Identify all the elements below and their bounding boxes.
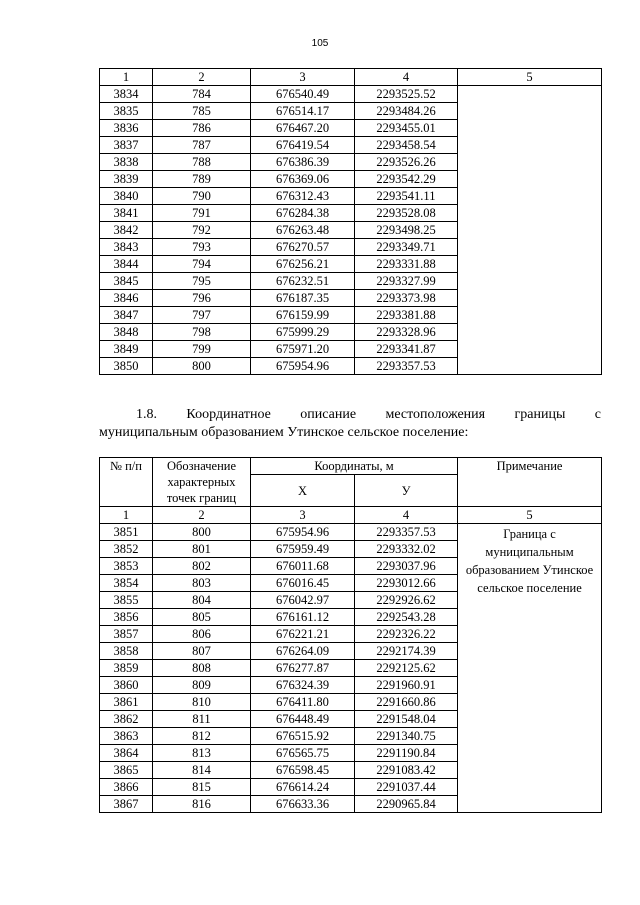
table-row (100, 524, 602, 541)
point-designation: 803 (153, 575, 251, 592)
row-number: 3861 (100, 694, 153, 711)
column-number: 5 (458, 507, 602, 524)
row-number: 3843 (100, 239, 153, 256)
coordinate-x: 676514.17 (251, 103, 355, 120)
point-designation: 794 (153, 256, 251, 273)
point-designation: 798 (153, 324, 251, 341)
row-number: 3863 (100, 728, 153, 745)
point-designation: 785 (153, 103, 251, 120)
point-designation: 796 (153, 290, 251, 307)
coordinate-y: 2291190.84 (355, 745, 458, 762)
coordinate-x: 676540.49 (251, 86, 355, 103)
coordinate-x: 676369.06 (251, 171, 355, 188)
column-number-row (100, 69, 602, 86)
coordinate-y: 2293341.87 (355, 341, 458, 358)
coordinate-y: 2293528.08 (355, 205, 458, 222)
coordinates-table-continued (99, 68, 602, 375)
coordinate-x: 676419.54 (251, 137, 355, 154)
coordinate-y: 2293357.53 (355, 524, 458, 541)
coordinate-y: 2293332.02 (355, 541, 458, 558)
row-number: 3859 (100, 660, 153, 677)
coordinate-y: 2293525.52 (355, 86, 458, 103)
coordinate-y: 2290965.84 (355, 796, 458, 813)
coordinate-y: 2292926.62 (355, 592, 458, 609)
point-designation: 784 (153, 86, 251, 103)
row-number: 3835 (100, 103, 153, 120)
coordinate-y: 2291037.44 (355, 779, 458, 796)
coordinate-y: 2293331.88 (355, 256, 458, 273)
column-number: 4 (355, 507, 458, 524)
row-number: 3866 (100, 779, 153, 796)
header-x: X (251, 475, 355, 507)
row-number: 3857 (100, 626, 153, 643)
row-number: 3850 (100, 358, 153, 375)
point-designation: 791 (153, 205, 251, 222)
point-designation: 790 (153, 188, 251, 205)
point-designation: 810 (153, 694, 251, 711)
coordinate-y: 2293373.98 (355, 290, 458, 307)
header-designation: Обозначение характерных точек границ (153, 458, 251, 507)
coordinate-x: 675999.29 (251, 324, 355, 341)
coordinate-y: 2291548.04 (355, 711, 458, 728)
row-number: 3862 (100, 711, 153, 728)
row-number: 3867 (100, 796, 153, 813)
section-heading-line-1: 1.8. Координатное описание местоположения границы с (136, 407, 601, 422)
coordinate-y: 2293541.11 (355, 188, 458, 205)
point-designation: 801 (153, 541, 251, 558)
coordinate-x: 675959.49 (251, 541, 355, 558)
point-designation: 786 (153, 120, 251, 137)
row-number: 3838 (100, 154, 153, 171)
coordinate-x: 676515.92 (251, 728, 355, 745)
row-number: 3851 (100, 524, 153, 541)
row-number: 3839 (100, 171, 153, 188)
coordinate-x: 676016.45 (251, 575, 355, 592)
coordinate-y: 2293381.88 (355, 307, 458, 324)
row-number: 3834 (100, 86, 153, 103)
coordinate-x: 676448.49 (251, 711, 355, 728)
row-number: 3858 (100, 643, 153, 660)
coordinate-x: 676042.97 (251, 592, 355, 609)
coordinate-x: 676232.51 (251, 273, 355, 290)
coordinate-x: 676633.36 (251, 796, 355, 813)
note-cell: Граница с муниципальным образованием Утинское сельское поселение (458, 524, 602, 813)
row-number: 3842 (100, 222, 153, 239)
point-designation: 797 (153, 307, 251, 324)
point-designation: 815 (153, 779, 251, 796)
point-designation: 792 (153, 222, 251, 239)
coordinate-y: 2293328.96 (355, 324, 458, 341)
header-coordinates: Координаты, м (251, 458, 458, 475)
point-designation: 812 (153, 728, 251, 745)
row-number: 3844 (100, 256, 153, 273)
coordinate-y: 2292326.22 (355, 626, 458, 643)
row-number: 3837 (100, 137, 153, 154)
point-designation: 795 (153, 273, 251, 290)
point-designation: 811 (153, 711, 251, 728)
row-number: 3855 (100, 592, 153, 609)
header-note: Примечание (458, 458, 602, 507)
column-number: 3 (251, 507, 355, 524)
coordinate-y: 2293455.01 (355, 120, 458, 137)
coordinate-y: 2293484.26 (355, 103, 458, 120)
coordinate-x: 676598.45 (251, 762, 355, 779)
coordinates-table (99, 457, 602, 813)
coordinate-x: 676277.87 (251, 660, 355, 677)
point-designation: 788 (153, 154, 251, 171)
coordinate-x: 676386.39 (251, 154, 355, 171)
point-designation: 808 (153, 660, 251, 677)
point-designation: 816 (153, 796, 251, 813)
row-number: 3845 (100, 273, 153, 290)
column-number: 1 (100, 69, 153, 86)
coordinate-x: 676614.24 (251, 779, 355, 796)
section-heading-line-2: муниципальным образованием Утинское сельское поселение: (99, 425, 469, 440)
coordinate-y: 2291083.42 (355, 762, 458, 779)
coordinate-x: 676312.43 (251, 188, 355, 205)
coordinate-x: 676270.57 (251, 239, 355, 256)
row-number: 3852 (100, 541, 153, 558)
row-number: 3841 (100, 205, 153, 222)
coordinate-x: 676263.48 (251, 222, 355, 239)
point-designation: 802 (153, 558, 251, 575)
section-heading (99, 406, 601, 442)
coordinate-y: 2291340.75 (355, 728, 458, 745)
row-number: 3860 (100, 677, 153, 694)
row-number: 3849 (100, 341, 153, 358)
column-number: 5 (458, 69, 602, 86)
row-number: 3846 (100, 290, 153, 307)
table-body (100, 524, 602, 813)
coordinate-y: 2292543.28 (355, 609, 458, 626)
coordinate-y: 2293542.29 (355, 171, 458, 188)
coordinate-x: 676324.39 (251, 677, 355, 694)
coordinate-x: 676467.20 (251, 120, 355, 137)
table-body (100, 86, 602, 375)
column-number: 1 (100, 507, 153, 524)
table-row (100, 86, 602, 103)
point-designation: 809 (153, 677, 251, 694)
coordinate-x: 676411.80 (251, 694, 355, 711)
coordinate-y: 2291660.86 (355, 694, 458, 711)
header-y: У (355, 475, 458, 507)
coordinate-y: 2293357.53 (355, 358, 458, 375)
coordinate-x: 676565.75 (251, 745, 355, 762)
coordinate-x: 676187.35 (251, 290, 355, 307)
page-number: 105 (311, 38, 329, 49)
coordinate-y: 2291960.91 (355, 677, 458, 694)
coordinate-x: 676011.68 (251, 558, 355, 575)
point-designation: 807 (153, 643, 251, 660)
point-designation: 806 (153, 626, 251, 643)
row-number: 3854 (100, 575, 153, 592)
coordinate-y: 2293526.26 (355, 154, 458, 171)
coordinate-x: 676284.38 (251, 205, 355, 222)
row-number: 3840 (100, 188, 153, 205)
coordinate-y: 2292125.62 (355, 660, 458, 677)
coordinate-x: 676159.99 (251, 307, 355, 324)
column-number: 4 (355, 69, 458, 86)
row-number: 3865 (100, 762, 153, 779)
point-designation: 804 (153, 592, 251, 609)
coordinate-x: 676161.12 (251, 609, 355, 626)
coordinate-x: 675954.96 (251, 358, 355, 375)
coordinate-y: 2293327.99 (355, 273, 458, 290)
row-number: 3864 (100, 745, 153, 762)
point-designation: 793 (153, 239, 251, 256)
row-number: 3847 (100, 307, 153, 324)
row-number: 3853 (100, 558, 153, 575)
column-number: 3 (251, 69, 355, 86)
note-cell (458, 86, 602, 375)
coordinate-x: 675971.20 (251, 341, 355, 358)
row-number: 3856 (100, 609, 153, 626)
row-number: 3836 (100, 120, 153, 137)
coordinate-y: 2293037.96 (355, 558, 458, 575)
point-designation: 787 (153, 137, 251, 154)
coordinate-y: 2293498.25 (355, 222, 458, 239)
point-designation: 814 (153, 762, 251, 779)
coordinate-x: 676264.09 (251, 643, 355, 660)
coordinate-y: 2293349.71 (355, 239, 458, 256)
column-number-row (100, 507, 602, 524)
coordinate-x: 676221.21 (251, 626, 355, 643)
column-number: 2 (153, 507, 251, 524)
header-num: № п/п (100, 458, 153, 507)
coordinate-y: 2293012.66 (355, 575, 458, 592)
coordinate-x: 676256.21 (251, 256, 355, 273)
point-designation: 800 (153, 524, 251, 541)
point-designation: 799 (153, 341, 251, 358)
point-designation: 813 (153, 745, 251, 762)
point-designation: 789 (153, 171, 251, 188)
point-designation: 805 (153, 609, 251, 626)
coordinate-y: 2292174.39 (355, 643, 458, 660)
coordinate-y: 2293458.54 (355, 137, 458, 154)
column-number: 2 (153, 69, 251, 86)
row-number: 3848 (100, 324, 153, 341)
coordinate-x: 675954.96 (251, 524, 355, 541)
point-designation: 800 (153, 358, 251, 375)
